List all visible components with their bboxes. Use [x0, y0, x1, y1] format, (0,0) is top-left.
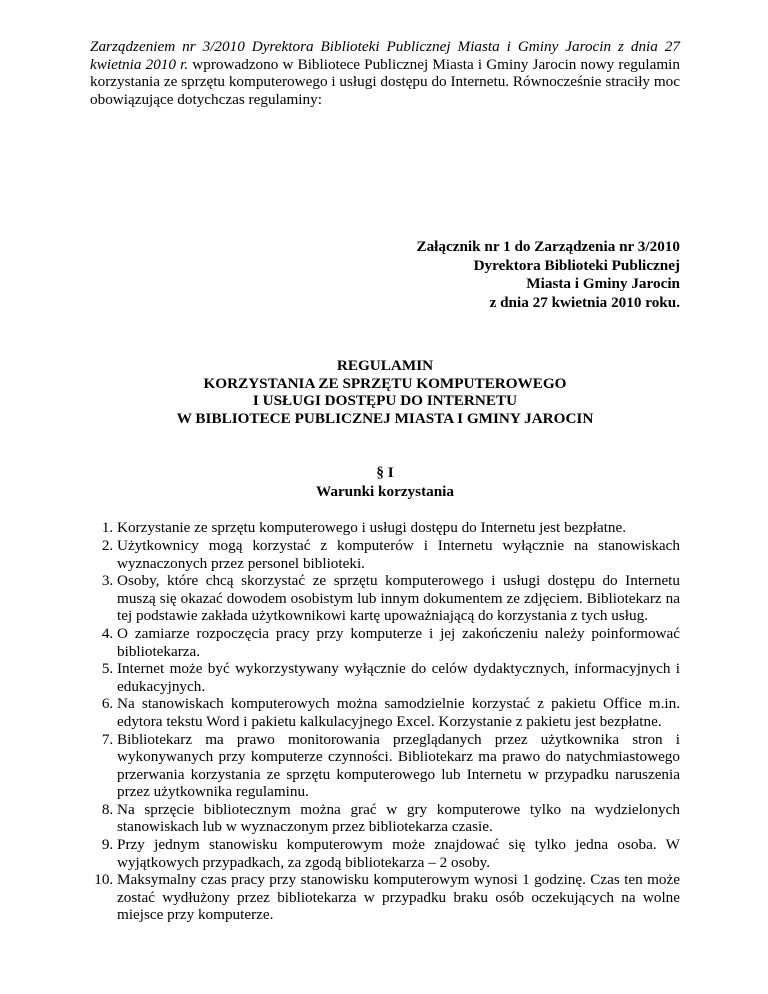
- rule-item: 8. Na sprzęcie bibliotecznym można grać w gry komputerowe tylko na wydzielonych stanowiskach lub w wyznaczonym przez bibliotekarza czasie.: [117, 801, 680, 836]
- rule-item: 10. Maksymalny czas pracy przy stanowisku komputerowym wynosi 1 godzinę. Czas ten może zostać wydłużony przez bibliotekarza w przypadku braku osób oczekujących na wolne miejsce przy komputerze.: [117, 871, 680, 924]
- rule-item: 1. Korzystanie ze sprzętu komputerowego i usługi dostępu do Internetu jest bezpłatne.: [117, 519, 680, 537]
- title-line-1: REGULAMIN: [336, 357, 434, 374]
- title-line-3: I USŁUGI DOSTĘPU DO INTERNETU: [252, 392, 518, 410]
- rule-item: 5. Internet może być wykorzystywany wyłącznie do celów dydaktycznych, informacyjnych i edukacyjnych.: [117, 660, 680, 695]
- intro-italic: Zarządzeniem nr 3/2010 Dyrektora Biblioteki Publicznej Miasta i Gminy Jarocin z dnia 27 kwietnia 2010 r.: [90, 38, 680, 73]
- rule-item: 4. O zamiarze rozpoczęcia pracy przy komputerze i jej zakończeniu należy poinformować bibliotekarza.: [117, 625, 680, 660]
- title-line-4: W BIBLIOTECE PUBLICZNEJ MIASTA I GMINY JAROCIN: [176, 409, 594, 427]
- document-title: [90, 357, 680, 427]
- section-number: § I: [376, 464, 394, 482]
- rule-item: 3. Osoby, które chcą skorzystać ze sprzętu komputerowego i usługi dostępu do Internetu muszą się okazać dowodem osobistym lub innym dokumentem ze zdjęciem. Bibliotekarz na tej podstawie zakłada użytkownikowi kartę upoważniającą do korzystania z tych usług.: [117, 572, 680, 625]
- rule-item: 6. Na stanowiskach komputerowych można samodzielnie korzystać z pakietu Office m.in. edytora tekstu Word i pakietu kalkulacyjnego Excel. Korzystanie z pakietu jest bezpłatne.: [117, 695, 680, 730]
- annex-line-1: Załącznik nr 1 do Zarządzenia nr 3/2010: [416, 238, 680, 256]
- document-page: [90, 38, 680, 924]
- annex-line-2: Dyrektora Biblioteki Publicznej: [473, 256, 680, 274]
- intro-paragraph: [90, 38, 680, 108]
- annex-header: [90, 238, 680, 312]
- rule-item: 9. Przy jednym stanowisku komputerowym może znajdować się tylko jedna osoba. W wyjątkowych przypadkach, za zgodą bibliotekarza – 2 osoby.: [117, 836, 680, 871]
- intro-rest: wprowadzono w Bibliotece Publicznej Miasta i Gminy Jarocin nowy regulamin korzystania ze sprzętu komputerowego i usługi dostępu do Internetu. Równocześnie straciły moc obowiązujące dotychczas regulaminy:: [90, 55, 680, 108]
- section-title: Warunki korzystania: [316, 483, 454, 501]
- annex-line-4: z dnia 27 kwietnia 2010 roku.: [489, 293, 680, 311]
- rules-list: [90, 519, 680, 924]
- rule-item: 2. Użytkownicy mogą korzystać z komputerów i Internetu wyłącznie na stanowiskach wyznaczonych przez personel biblioteki.: [117, 537, 680, 572]
- title-line-2: KORZYSTANIA ZE SPRZĘTU KOMPUTEROWEGO: [203, 374, 567, 392]
- rule-item: 7. Bibliotekarz ma prawo monitorowania przeglądanych przez użytkownika stron i wykonywanych przy komputerze czynności. Bibliotekarz ma prawo do natychmiastowego przerwania korzystania ze sprzętu komputerowego lub Internetu w przypadku naruszenia przez użytkownika regulaminu.: [117, 731, 680, 801]
- annex-line-3: Miasta i Gminy Jarocin: [526, 275, 680, 293]
- section-heading: [90, 463, 680, 501]
